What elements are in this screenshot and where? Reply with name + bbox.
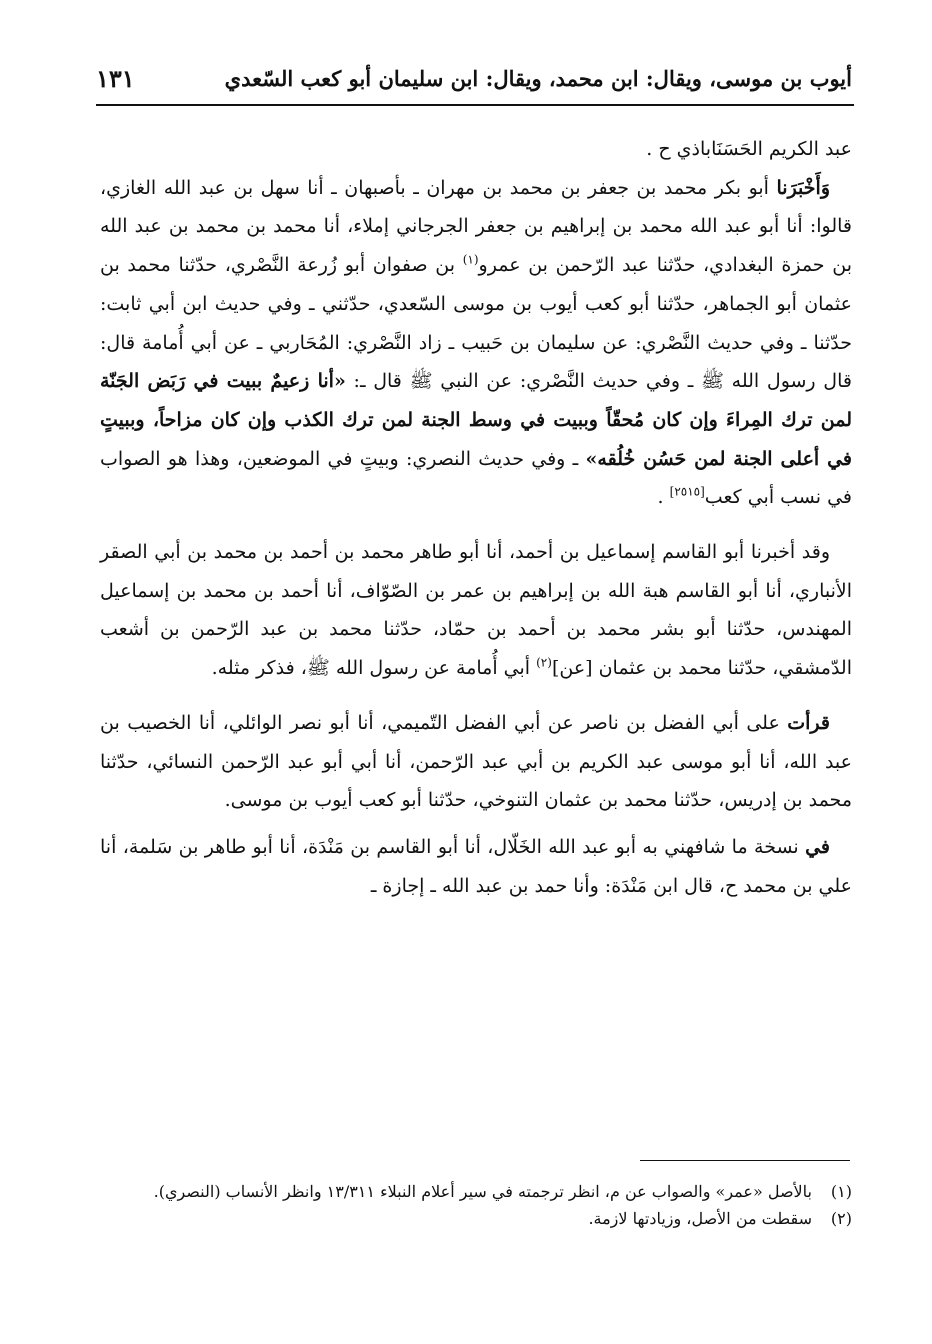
- paragraph-gap: [100, 820, 852, 828]
- hadith-number: [٢٥١٥]: [669, 485, 705, 499]
- paragraph-gap: [100, 517, 852, 533]
- header-divider: [96, 104, 854, 106]
- footnote-number: (٢): [830, 1209, 852, 1228]
- running-title: أيوب بن موسى، ويقال: ابن محمد، ويقال: ابن سليمان أبو كعب السّعدي: [224, 66, 852, 91]
- paragraph-keyword: في: [805, 835, 830, 858]
- paragraph-1: وَأَخْبَرَنا أبو بكر محمد بن جعفر بن محمد بن مهران ـ بأصبهان ـ أنا سهل بن عبد الله الغازي، قالوا: أنا أبو عبد الله محمد بن إبراهيم بن جعفر الجرجاني إملاء، أنا محمد بن محمد بن عبد الله بن حمزة البغدادي، حدّثنا عبد الرّحمن بن عمرو$^{(١)}$ بن صفوان أبو زُرعة النَّصْري، حدّثنا محمد بن عثمان أبو الجماهر، حدّثنا أبو كعب أيوب بن موسى السّعدي، حدّثني ـ وفي حديث ابن أبي ثابت: حدّثنا ـ وفي حديث النَّصْري: عن سليمان بن حَبيب ـ زاد النَّصْري: المُحَاربي ـ عن أبي أُمامة قال: قال رسول الله ﷺ ـ وفي حديث النَّصْري: عن النبي ﷺ قال ـ: «أنا زعيمٌ ببيت في رَبَض الجَنّة لمن ترك المِراءَ وإن كان مُحقّاً وببيت في وسط الجنة لمن ترك الكذب وإن كان مزاحاً، وببيتٍ في أعلى الجنة لمن حَسُن خُلُقه» ـ وفي حديث النصري: وبيتٍ في الموضعين، وهذا هو الصواب في نسب أبي كعب[٢٥١٥] .: [100, 176, 852, 509]
- paragraph-2: وقد أخبرنا أبو القاسم إسماعيل بن أحمد، أنا أبو طاهر محمد بن أحمد بن محمد بن أبي الصقر الأنباري، أنا أبو القاسم هبة الله بن إبراهيم بن عمر بن الصّوّاف، أنا أحمد بن محمد بن إسماعيل المهندس، حدّثنا أبو بشر محمد بن أحمد بن حمّاد، حدّثنا محمد بن عبد الرّحمن بن أشعب الدّمشقي، حدّثنا محمد بن عثمان [عن]$^{(٢)}$ أبي أُمامة عن رسول الله ﷺ، فذكر مثله.: [100, 541, 852, 680]
- footnote-text: سقطت من الأصل، وزيادتها لازمة.: [588, 1209, 812, 1228]
- paragraph-3: قرأت على أبي الفضل بن ناصر عن أبي الفضل التّميمي، أنا أبو نصر الوائلي، أنا الخصيب بن عبد الله، أنا أبو موسى عبد الكريم بن أبي عبد الرّحمن، أنا أبي أبو عبد الرّحمن النسائي، حدّثنا محمد بن إدريس، حدّثنا محمد بن عثمان التنوخي، حدّثنا أبو كعب أيوب بن موسى.: [100, 711, 852, 812]
- main-text: [100, 130, 852, 905]
- footnotes: [100, 1178, 852, 1232]
- hadith-text: «أنا زعيمٌ ببيت في رَبَض الجَنّة لمن ترك المِراءَ وإن كان مُحقّاً وببيت في وسط الجنة لمن ترك الكذب وإن كان مزاحاً، وببيتٍ في أعلى الجنة لمن حَسُن خُلُقه»: [100, 370, 852, 470]
- page-header: [96, 62, 852, 100]
- footnote-2: [100, 1205, 852, 1232]
- paragraph-gap: [100, 688, 852, 704]
- paragraph-keyword: قرأت: [787, 711, 830, 734]
- footnote-ref-2[interactable]: (٢): [536, 655, 552, 670]
- paragraph-4: في نسخة ما شافهني به أبو عبد الله الخَلّال، أنا أبو القاسم بن مَنْدَة، أنا أبو طاهر بن سَلمة، أنا علي بن محمد ح، قال ابن مَنْدَة: وأنا حمد بن عبد الله ـ إجازة ـ: [100, 835, 852, 897]
- paragraph-keyword: وَأَخْبَرَنا: [776, 176, 830, 199]
- footnote-1: [100, 1178, 852, 1205]
- footnote-number: (١): [830, 1182, 852, 1201]
- footnote-text: بالأصل «عمر» والصواب عن م، انظر ترجمته في سير أعلام النبلاء ١٣/٣١١ وانظر الأنساب (النصري).: [153, 1182, 812, 1201]
- footnote-divider: [640, 1160, 850, 1161]
- paragraph-0: عبد الكريم الحَسَنَاباذي ح .: [646, 138, 852, 160]
- page-number: ١٣١: [96, 64, 135, 93]
- footnote-ref-1[interactable]: (١): [462, 252, 479, 267]
